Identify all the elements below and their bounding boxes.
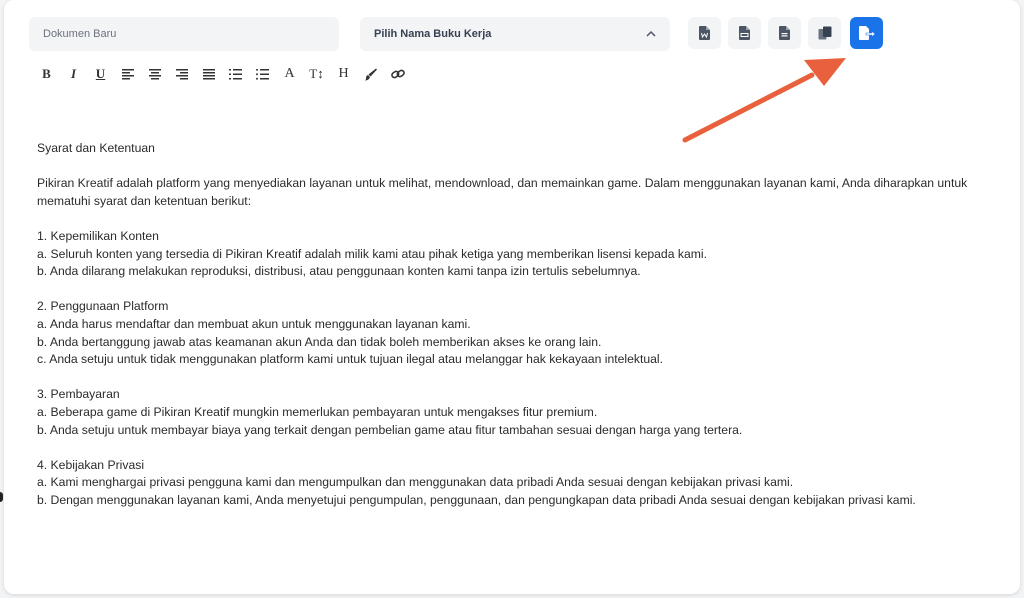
export-document-button[interactable] xyxy=(768,17,801,49)
font-family-button[interactable] xyxy=(276,63,303,85)
workbook-select[interactable] xyxy=(360,17,670,51)
link-button[interactable] xyxy=(384,63,411,85)
document-title: Syarat dan Ketentuan xyxy=(37,141,155,155)
heading-icon: H xyxy=(338,66,349,81)
italic-button[interactable] xyxy=(60,63,87,85)
brush-icon xyxy=(364,68,377,81)
paragraph-line: b. Anda setuju untuk membayar biaya yang terkait dengan pembelian game atau fitur tambahan sesuai dengan harga yang tertera. xyxy=(37,422,743,437)
underline-icon: U xyxy=(95,66,106,81)
copy-icon xyxy=(818,26,832,40)
word-file-icon xyxy=(699,26,710,40)
edge-marker xyxy=(0,492,3,502)
align-center-button[interactable] xyxy=(141,63,168,85)
italic-icon: I xyxy=(70,66,77,81)
align-center-icon xyxy=(149,69,161,80)
section-heading: 1. Kepemilikan Konten xyxy=(37,228,159,243)
align-right-button[interactable] xyxy=(168,63,195,85)
workbook-select-label: Pilih Nama Buku Kerja xyxy=(374,28,492,40)
section-heading: 4. Kebijakan Privasi xyxy=(37,457,145,472)
chevron-up-icon xyxy=(646,29,656,40)
pdf-file-icon xyxy=(739,26,750,40)
paragraph-line: a. Kami menghargai privasi pengguna kami dan mengumpulkan dan menggunakan data pribadi Anda sesuai dengan kebijakan privasi kami. xyxy=(37,475,794,490)
document-editor[interactable] xyxy=(37,140,997,509)
paragraph-line: b. Anda bertanggung jawab atas keamanan akun Anda dan tidak boleh memberikan akses ke orang lain. xyxy=(37,334,602,349)
heading-button[interactable] xyxy=(330,63,357,85)
export-word-button[interactable] xyxy=(688,17,721,49)
paragraph-line: a. Seluruh konten yang tersedia di Pikiran Kreatif adalah milik kami atau pihak ketiga yang memberikan lisensi kepada kami. xyxy=(37,246,707,261)
align-left-icon xyxy=(122,69,134,80)
font-size-button[interactable] xyxy=(303,63,330,85)
formatting-toolbar xyxy=(33,63,411,85)
document-file-icon xyxy=(779,26,790,40)
export-pdf-button[interactable] xyxy=(728,17,761,49)
ordered-list-button[interactable] xyxy=(222,63,249,85)
section-heading: 2. Penggunaan Platform xyxy=(37,299,169,314)
bold-icon: B xyxy=(42,66,51,81)
paragraph-line: mematuhi syarat dan ketentuan berikut: xyxy=(37,193,252,208)
ordered-list-icon xyxy=(229,69,242,80)
copy-button[interactable] xyxy=(808,17,841,49)
align-justify-button[interactable] xyxy=(195,63,222,85)
paragraph-line: c. Anda setuju untuk tidak menggunakan platform kami untuk tujuan ilegal atau melanggar hak kekayaan intelektual. xyxy=(37,352,664,367)
paragraph-line: b. Anda dilarang melakukan reproduksi, distribusi, atau penggunaan konten kami tanpa izin tertulis sebelumnya. xyxy=(37,264,641,279)
paragraph-line: a. Beberapa game di Pikiran Kreatif mungkin memerlukan pembayaran untuk mengakses fitur premium. xyxy=(37,404,598,419)
unordered-list-icon xyxy=(256,69,269,80)
underline-button[interactable] xyxy=(87,63,114,85)
brush-button[interactable] xyxy=(357,63,384,85)
align-right-icon xyxy=(176,69,188,80)
unordered-list-button[interactable] xyxy=(249,63,276,85)
font-family-icon: A xyxy=(284,66,295,81)
file-export-icon xyxy=(859,26,875,40)
bold-button[interactable] xyxy=(33,63,60,85)
paragraph-line: a. Anda harus mendaftar dan membuat akun untuk menggunakan layanan kami. xyxy=(37,316,471,331)
link-icon xyxy=(391,68,405,80)
paragraph-line: b. Dengan menggunakan layanan kami, Anda menyetujui pengumpulan, penggunaan, dan pengungkapan data pribadi Anda sesuai dengan kebijakan privasi kami. xyxy=(37,492,916,507)
document-name-input[interactable] xyxy=(29,17,339,51)
save-export-button[interactable] xyxy=(850,17,883,49)
editor-card xyxy=(4,0,1020,594)
font-size-icon: T↕ xyxy=(309,66,324,81)
align-left-button[interactable] xyxy=(114,63,141,85)
paragraph-line: Pikiran Kreatif adalah platform yang menyediakan layanan untuk melihat, mendownload, dan memainkan game. Dalam menggunakan layanan kami, Anda diharapkan untuk xyxy=(37,176,968,191)
align-justify-icon xyxy=(203,69,215,80)
section-heading: 3. Pembayaran xyxy=(37,387,120,402)
